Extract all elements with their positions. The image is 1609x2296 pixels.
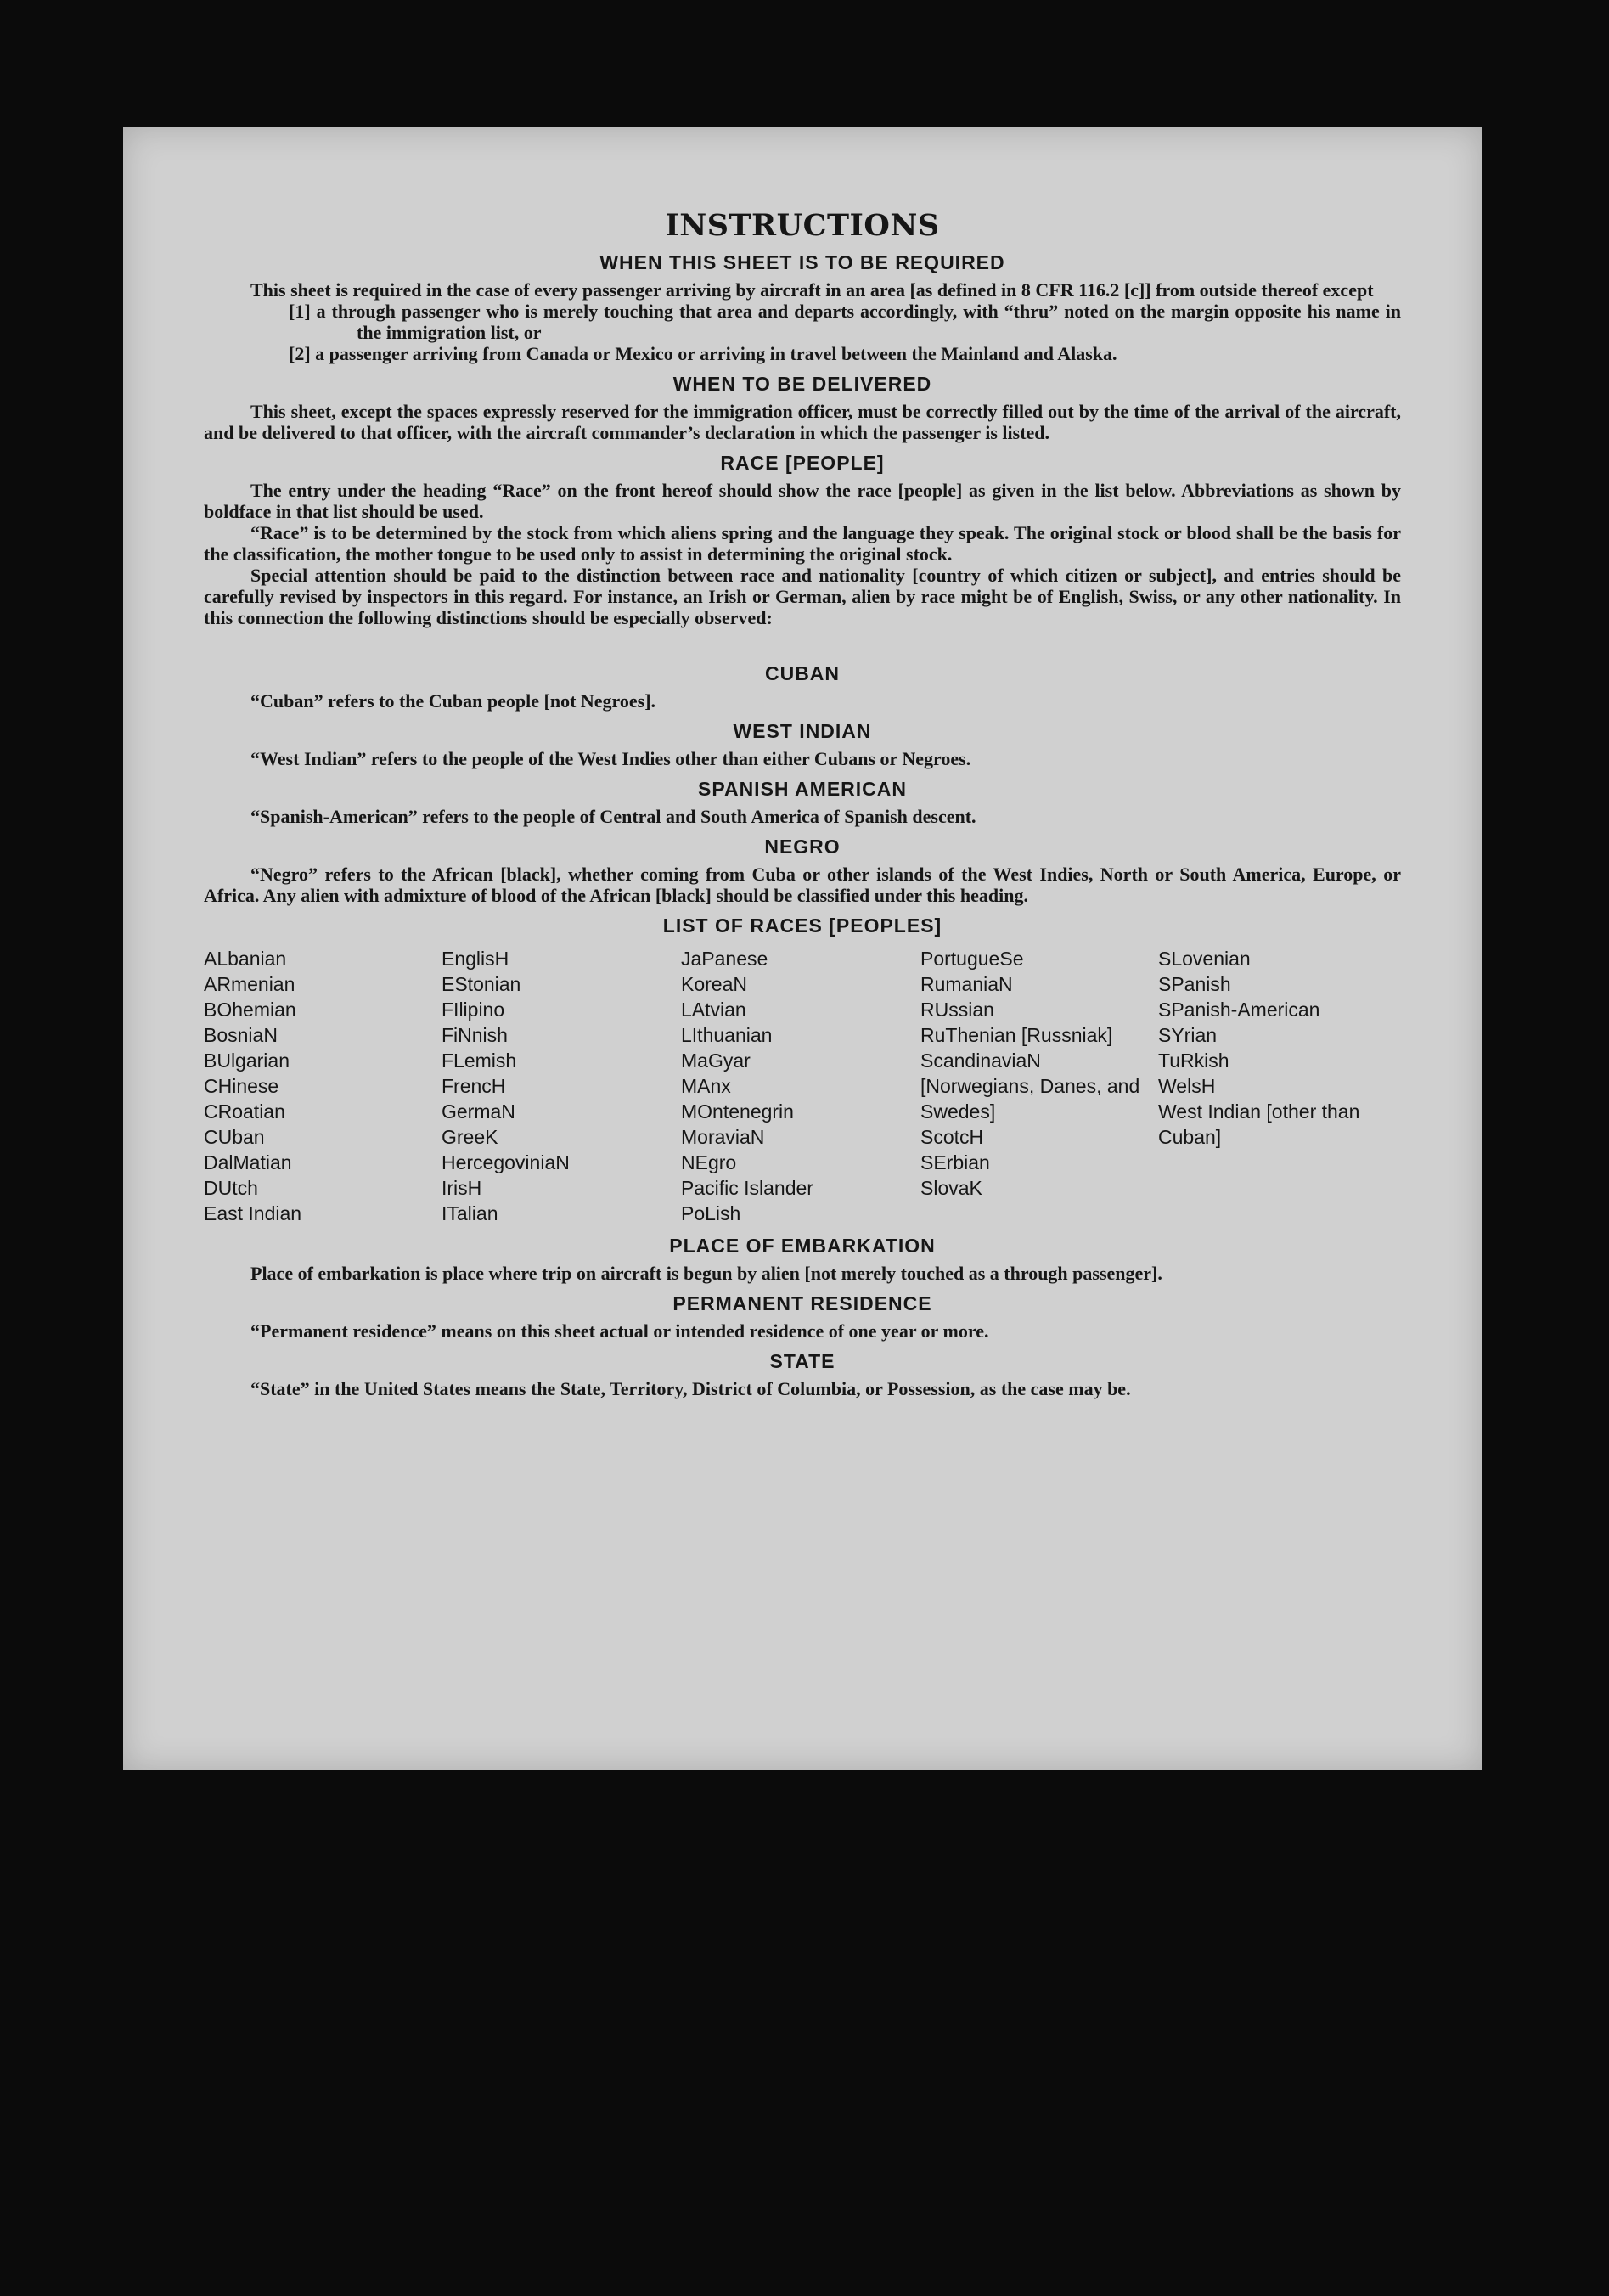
embarkation-text: Place of embarkation is place where trip on aircraft is begun by alien [not merely touched as a through passenger]. bbox=[250, 1263, 1162, 1284]
race-entry: SPanish bbox=[1158, 973, 1231, 995]
race-entry: DUtch bbox=[204, 1177, 258, 1199]
race-entry: RumaniaN bbox=[920, 973, 1013, 995]
delivered-text: This sheet, except the spaces expressly reserved for the immigration officer, must be correctly filled out by the time of the arrival of the aircraft, and be delivered to that officer, with the aircraft commander’s declaration in which the passenger is listed. bbox=[204, 401, 1401, 443]
race-entry: SYrian bbox=[1158, 1024, 1218, 1046]
section-heading-residence: PERMANENT RESIDENCE bbox=[672, 1292, 932, 1314]
race-entry: JaPanese bbox=[681, 948, 768, 970]
race-entry: BosniaN bbox=[204, 1024, 278, 1046]
race-entry: ITalian bbox=[442, 1202, 498, 1224]
required-intro: This sheet is required in the case of every passenger arriving by aircraft in an area [as defined in 8 CFR 116.2 [c]] from outside thereof except bbox=[250, 279, 1374, 301]
required-item-1: [1] a through passenger who is merely touching that area and departs accordingly, with “thru” noted on the margin opposite his name in the immigration list, or bbox=[289, 301, 1401, 343]
races-column-1 bbox=[204, 946, 442, 1226]
section-heading-race: RACE [PEOPLE] bbox=[720, 452, 885, 474]
race-entry: DalMatian bbox=[204, 1151, 292, 1173]
race-entry: FIlipino bbox=[442, 999, 505, 1021]
race-entry: SlovaK bbox=[920, 1177, 982, 1199]
races-column-4 bbox=[920, 946, 1158, 1226]
race-entry: HercegoviniaN bbox=[442, 1151, 570, 1173]
spanish-american-text: “Spanish-American” refers to the people of Central and South America of Spanish descent. bbox=[250, 806, 976, 827]
race-entry: CHinese bbox=[204, 1075, 279, 1097]
section-heading-delivered: WHEN TO BE DELIVERED bbox=[672, 373, 932, 395]
negro-text: “Negro” refers to the African [black], whether coming from Cuba or other islands of the West Indies, North or South America, Europe, or Africa. Any alien with admixture of blood of the African [black] should be classified under this heading. bbox=[204, 864, 1401, 906]
races-column-5 bbox=[1158, 946, 1379, 1226]
race-entry: RUssian bbox=[920, 999, 994, 1021]
section-heading-races-list: LIST OF RACES [PEOPLES] bbox=[662, 914, 942, 937]
race-entry: FiNnish bbox=[442, 1024, 508, 1046]
race-entry: ALbanian bbox=[204, 948, 287, 970]
race-entry: NEgro bbox=[681, 1151, 737, 1173]
section-heading-required: WHEN THIS SHEET IS TO BE REQUIRED bbox=[599, 251, 1005, 273]
race-entry: PoLish bbox=[681, 1202, 741, 1224]
race-entry: SPanish-American bbox=[1158, 999, 1320, 1021]
race-entry: BOhemian bbox=[204, 999, 296, 1021]
race-paragraph-1: The entry under the heading “Race” on the front hereof should show the race [people] as given in the list below. Abbreviations as shown by boldface in that list should be used. bbox=[204, 480, 1401, 522]
race-entry: LAtvian bbox=[681, 999, 746, 1021]
instruction-sheet bbox=[123, 127, 1482, 1770]
race-entry: RuThenian [Russniak] bbox=[920, 1024, 1113, 1046]
race-entry: MaGyar bbox=[681, 1050, 751, 1072]
race-paragraph-3: Special attention should be paid to the distinction between race and nationality [country of which citizen or subject], and entries should be carefully revised by inspectors in this regard. For instance, an Irish or German, alien by race might be of English, Swiss, or any other nationality. In this connection the following distinctions should be especially observed: bbox=[204, 565, 1401, 628]
race-entry: ScandinaviaN [Norwegians, Danes, and Swedes] bbox=[920, 1050, 1140, 1123]
race-entry: WelsH bbox=[1158, 1075, 1216, 1097]
race-entry: ARmenian bbox=[204, 973, 295, 995]
west-indian-text: “West Indian” refers to the people of the West Indies other than either Cubans or Negroes. bbox=[250, 748, 971, 769]
required-item-2: [2] a passenger arriving from Canada or Mexico or arriving in travel between the Mainland and Alaska. bbox=[289, 343, 1117, 364]
race-entry: West Indian [other than Cuban] bbox=[1158, 1100, 1360, 1148]
race-entry: FrencH bbox=[442, 1075, 506, 1097]
race-entry: Pacific Islander bbox=[681, 1177, 813, 1199]
race-entry: TuRkish bbox=[1158, 1050, 1229, 1072]
race-entry: KoreaN bbox=[681, 973, 747, 995]
state-text: “State” in the United States means the State, Territory, District of Columbia, or Possession, as the case may be. bbox=[250, 1378, 1131, 1399]
page-title: INSTRUCTIONS bbox=[665, 208, 940, 243]
race-entry: GermaN bbox=[442, 1100, 515, 1123]
race-entry: FLemish bbox=[442, 1050, 517, 1072]
section-heading-negro: NEGRO bbox=[764, 836, 841, 858]
races-column-2 bbox=[442, 946, 681, 1226]
race-entry: CRoatian bbox=[204, 1100, 285, 1123]
race-entry: EnglisH bbox=[442, 948, 509, 970]
section-heading-west-indian: WEST INDIAN bbox=[733, 720, 872, 742]
race-entry: MOntenegrin bbox=[681, 1100, 794, 1123]
race-entry: IrisH bbox=[442, 1177, 482, 1199]
section-heading-embarkation: PLACE OF EMBARKATION bbox=[669, 1235, 936, 1257]
races-list bbox=[204, 946, 1401, 1226]
race-entry: MoraviaN bbox=[681, 1126, 765, 1148]
race-entry: CUban bbox=[204, 1126, 265, 1148]
race-entry: MAnx bbox=[681, 1075, 731, 1097]
section-heading-cuban: CUBAN bbox=[764, 662, 841, 684]
race-entry: SErbian bbox=[920, 1151, 990, 1173]
section-heading-state: STATE bbox=[769, 1350, 835, 1372]
race-entry: GreeK bbox=[442, 1126, 498, 1148]
race-entry: LIthuanian bbox=[681, 1024, 773, 1046]
race-entry: ScotcH bbox=[920, 1126, 984, 1148]
race-entry: East Indian bbox=[204, 1202, 302, 1224]
races-column-3 bbox=[681, 946, 920, 1226]
race-entry: PortugueSe bbox=[920, 948, 1024, 970]
race-entry: EStonian bbox=[442, 973, 521, 995]
cuban-text: “Cuban” refers to the Cuban people [not Negroes]. bbox=[250, 690, 656, 712]
race-paragraph-2: “Race” is to be determined by the stock from which aliens spring and the language they speak. The original stock or blood shall be the basis for the classification, the mother tongue to be used only to assist in determining the original stock. bbox=[204, 522, 1401, 565]
residence-text: “Permanent residence” means on this sheet actual or intended residence of one year or more. bbox=[250, 1320, 989, 1342]
race-entry: BUlgarian bbox=[204, 1050, 290, 1072]
section-heading-spanish-american: SPANISH AMERICAN bbox=[697, 778, 907, 800]
race-entry: SLovenian bbox=[1158, 948, 1251, 970]
